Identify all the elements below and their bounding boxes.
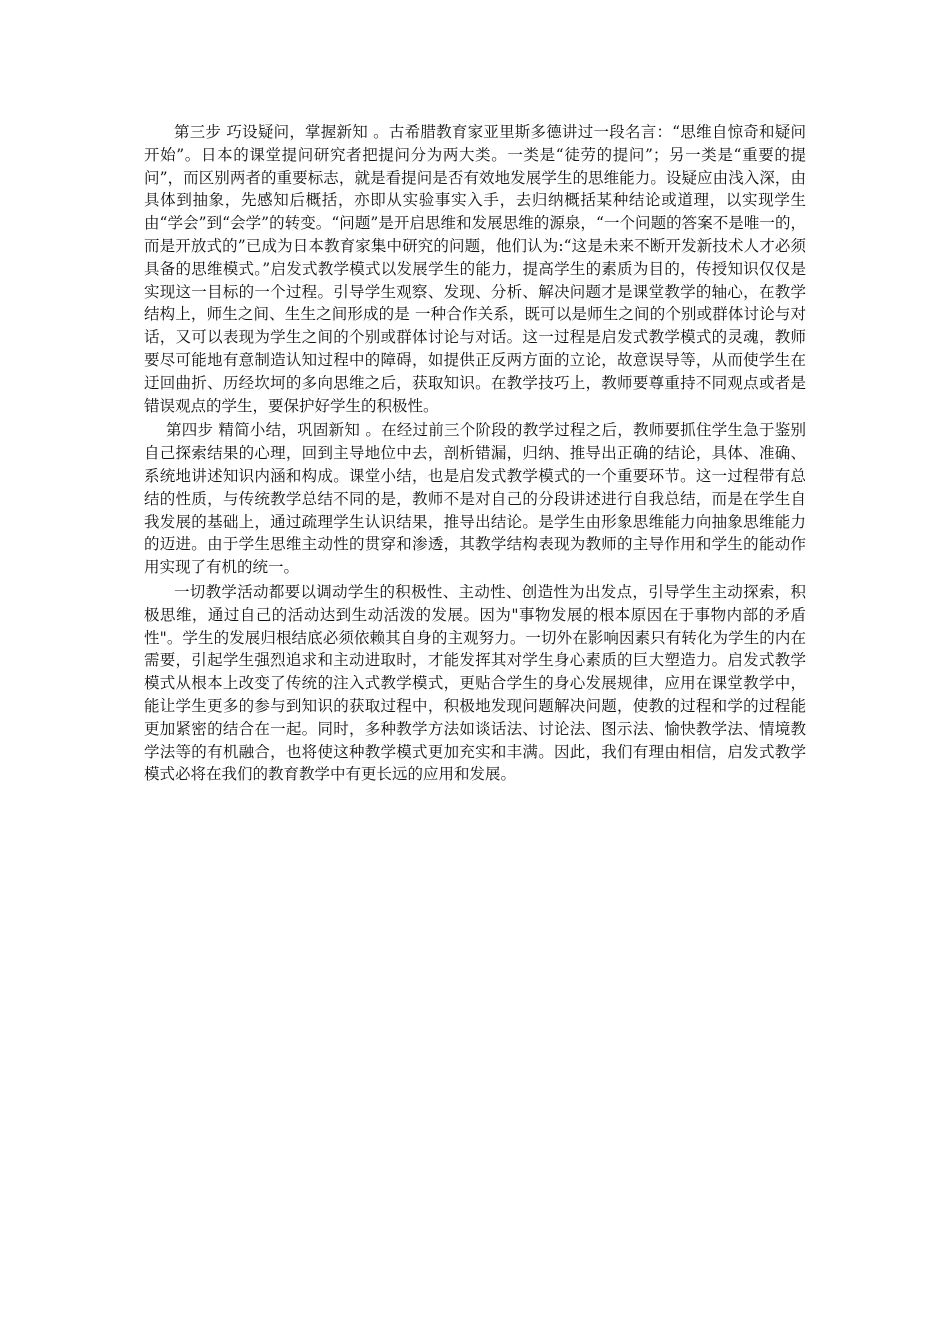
paragraph-step-three: 第三步 巧设疑问，掌握新知 。古希腊教育家亚里斯多德讲过一段名言：“思维自惊奇和疑问开始”。日本的课堂提问研究者把提问分为两大类。一类是“徒劳的提问”；另一类是“重要的提问”，而区别两者的重要标志，就是看提问是否有效地发展学生的思维能力。设疑应由浅入深，由具体到抽象，先感知后概括，亦即从实验事实入手，去归纳概括某种结论或道理，以实现学生由“学会”到“会学”的转变。“问题”是开启思维和发展思维的源泉，“一个问题的答案不是唯一的，而是开放式的”已成为日本教育家集中研究的问题，他们认为:“这是未来不断开发新技术人才必须具备的思维模式。”启发式教学模式以发展学生的能力，提高学生的素质为目的，传授知识仅仅是实现这一目标的一个过程。引导学生观察、发现、分析、解决问题才是课堂教学的轴心，在教学结构上，师生之间、生生之间形成的是 一种合作关系，既可以是师生之间的个别或群体讨论与对话，又可以表现为学生之间的个别或群体讨论与对话。这一过程是启发式教学模式的灵魂，教师要尽可能地有意制造认知过程中的障碍，如提供正反两方面的立论，故意误导等，从而使学生在迂回曲折、历经坎坷的多向思维之后，获取知识。在教学技巧上，教师要尊重持不同观点或者是错误观点的学生，要保护好学生的积极性。	[144, 123, 806, 415]
paragraph-step-four: 第四步 精简小结，巩固新知 。在经过前三个阶段的教学过程之后，教师要抓住学生急于鉴别自己探索结果的心理，回到主导地位中去，剖析错漏，归纳、推导出正确的结论，具体、准确、系统地讲述知识内涵和构成。课堂小结，也是启发式教学模式的一个重要环节。这一过程带有总结的性质，与传统教学总结不同的是，教师不是对自己的分段讲述进行自我总结，而是在学生自我发展的基础上，通过疏理学生认识结果，推导出结论。是学生由形象思维能力向抽象思维能力的迈进。由于学生思维主动性的贯穿和渗透，其教学结构表现为教师的主导作用和学生的能动作用实现了有机的统一。	[144, 421, 806, 577]
paragraph-conclusion: 一切教学活动都要以调动学生的积极性、主动性、创造性为出发点，引导学生主动探索，积极思维，通过自己的活动达到生动活泼的发展。因为"事物发展的根本原因在于事物内部的矛盾性"。学生的发展归根结底必须依赖其自身的主观努力。一切外在影响因素只有转化为学生的内在需要，引起学生强烈追求和主动进取时，才能发挥其对学生身心素质的巨大塑造力。启发式教学模式从根本上改变了传统的注入式教学模式，更贴合学生的身心发展规律，应用在课堂教学中，能让学生更多的参与到知识的获取过程中，积极地发现问题解决问题，使教的过程和学的过程能更加紧密的结合在一起。同时，多种教学方法如谈话法、讨论法、图示法、愉快教学法、情境教学法等的有机融合，也将使这种教学模式更加充实和丰满。因此，我们有理由相信，启发式教学模式必将在我们的教育教学中有更长远的应用和发展。	[144, 582, 806, 784]
document-body	[144, 121, 806, 788]
